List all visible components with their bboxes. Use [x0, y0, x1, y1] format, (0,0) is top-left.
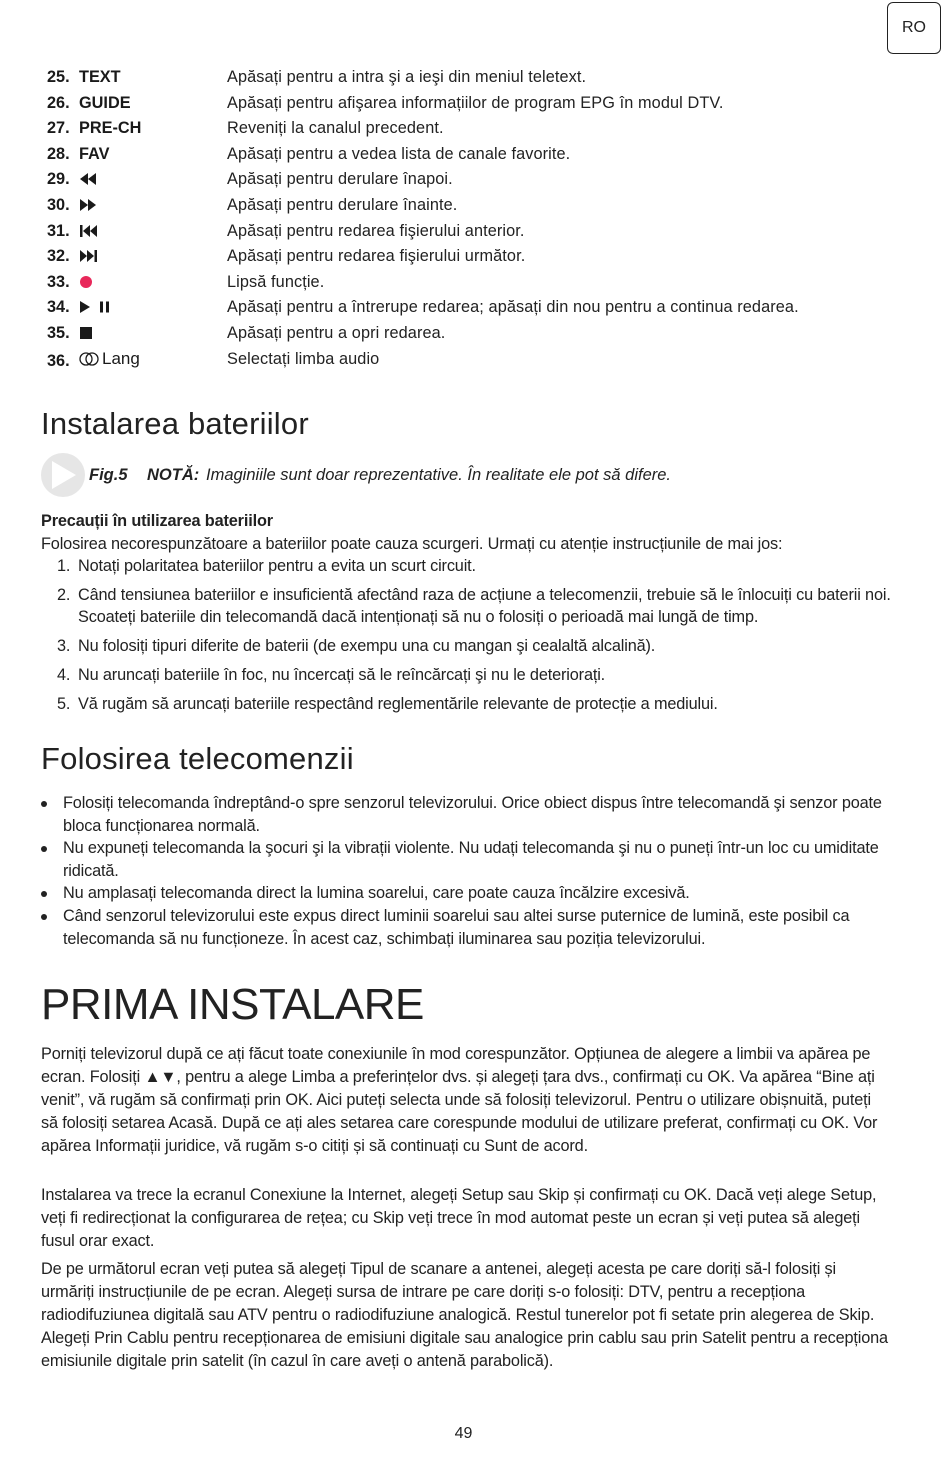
key-number: 30. [47, 195, 70, 214]
page-number: 49 [454, 1425, 473, 1442]
key-number: 35. [47, 323, 70, 342]
key-number: 36. [47, 351, 70, 370]
key-description: Apăsați pentru redarea fişierului următor. [227, 247, 526, 266]
precautions-intro: Folosirea necorespunzătoare a bateriilor poate cauza scurgeri. Urmați cu atenție instrucțiunile de mai jos: [41, 535, 783, 553]
key-number: 28. [47, 144, 70, 163]
key-number: 29. [47, 170, 70, 189]
list-item: Când senzorul televizorului este expus direct luminii soarelui sau altei surse puternice de lumină, este posibil ca telecomanda să nu funcționeze. În acest caz, schimbați iluminarea sau poziția televizorului. [41, 905, 891, 950]
precautions-list [41, 555, 891, 715]
key-description: Apăsați pentru a opri redarea. [227, 323, 446, 342]
key-row-fav [47, 143, 927, 169]
first-install-paragraph-3: De pe următorul ecran veți putea să alegeți Tipul de scanare a antenei, alegeți acesta pe care doriți să-l folosiți și urmăriți instrucțiunile de pe ecran. Alegeți sursa de intrare pe care doriți s-o folosiți: DTV, pentru a recepționa radiodifuziunea digitală sau ATV pentru o radiodifuziune analogică. Restul tunerelor pot fi setate prin alegerea de Skip. Alegeți Prin Cablu pentru recepționarea de emisiuni digitale sau analogice prin cablu sau prin Satelit pentru a recepționa emisiunile digitale prin satelit (în cazul în care aveți o antenă parabolică). [41, 1260, 888, 1370]
language-tab: RO [887, 2, 941, 54]
precautions-title: Precauții în utilizarea bateriilor [41, 512, 273, 530]
remote-key-list [47, 66, 927, 373]
key-number: 33. [47, 272, 70, 291]
key-number: 25. [47, 68, 70, 86]
key-row-play-pause [47, 296, 927, 322]
key-description: Apăsați pentru derulare înainte. [227, 195, 458, 214]
first-install-title: PRIMA INSTALARE [41, 980, 424, 1029]
key-description: Apăsați pentru redarea fişierului anterior. [227, 221, 525, 240]
first-install-paragraph-2: Instalarea va trece la ecranul Conexiune la Internet, alegeți Setup sau Skip și confirmați cu OK. Dacă veți alege Setup, veți fi redirecționat la configurarea de rețea; cu Skip veți trece în mod automat peste un ecran și veți putea să alegeți fusul orar exact. [41, 1186, 877, 1250]
list-item: 1. Notați polaritatea bateriilor pentru a evita un scurt circuit. [57, 557, 476, 575]
remote-usage-list [41, 792, 891, 950]
key-description: Selectați limba audio [227, 349, 380, 368]
key-row-record [47, 271, 927, 297]
key-description: Apăsați pentru afişarea informațiilor de program EPG în modul DTV. [227, 93, 724, 112]
key-row-next [47, 245, 927, 271]
key-name: FAV [79, 144, 110, 163]
up-down-arrows-icon: ▲▼ [144, 1068, 177, 1086]
note-label: NOTĂ: [147, 466, 200, 484]
key-row-fast-forward [47, 194, 927, 220]
key-number: 31. [47, 221, 70, 240]
key-row-rewind [47, 168, 927, 194]
key-name: Lang [102, 348, 140, 368]
key-number: 32. [47, 247, 70, 266]
list-item: 2. Când tensiunea bateriilor e insuficientă afectând raza de acțiune a telecomenzii, trebuie să le înlocuiți cu baterii noi. Scoateți bateriile din telecomandă dacă intenționați să nu o folosiți o perioadă mai lungă de timp. [57, 586, 891, 626]
key-row-stop [47, 322, 927, 348]
list-item: Folosiți telecomanda îndreptând-o spre senzorul televizorului. Orice obiect dispus între telecomandă şi senzor poate bloca funcționarea normală. [41, 792, 891, 837]
list-item: Nu expuneți telecomanda la şocuri şi la vibrații violente. Nu udați telecomanda şi nu o puneți într-un loc cu umiditate ridicată. [41, 837, 891, 882]
list-item: 5. Vă rugăm să aruncați bateriile respectând reglementările relevante de protecție a mediului. [57, 695, 718, 713]
key-description: Reveniți la canalul precedent. [227, 119, 444, 138]
figure-label: Fig.5 [89, 466, 128, 484]
key-name: TEXT [79, 68, 121, 86]
key-name: PRE-CH [79, 119, 142, 138]
list-item: 3. Nu folosiți tipuri diferite de baterii (de exempu una cu mangan şi cealaltă alcalină). [57, 637, 656, 655]
list-item: 4. Nu aruncați bateriile în foc, nu încercați să le reîncărcați şi nu le deteriorați. [57, 666, 606, 684]
remote-section-title: Folosirea telecomenzii [41, 741, 354, 776]
key-description: Apăsați pentru a intra şi a ieşi din meniul teletext. [227, 68, 587, 86]
fast-forward-icon [79, 198, 97, 212]
record-icon [79, 275, 93, 289]
rewind-icon [79, 172, 97, 186]
key-row-previous [47, 220, 927, 246]
key-row-text [47, 66, 927, 92]
key-row-lang [47, 348, 927, 374]
key-row-guide [47, 92, 927, 118]
audio-language-icon [79, 351, 99, 367]
key-description: Lipsă funcție. [227, 272, 325, 291]
play-pause-icon [79, 300, 113, 314]
key-row-pre-ch [47, 117, 927, 143]
next-track-icon [79, 249, 98, 263]
key-description: Apăsați pentru a vedea lista de canale favorite. [227, 144, 571, 163]
key-number: 26. [47, 93, 70, 112]
battery-section-title: Instalarea bateriilor [41, 406, 309, 441]
key-name: GUIDE [79, 93, 131, 112]
note-text: Imaginiile sunt doar reprezentative. În realitate ele pot să difere. [206, 466, 672, 484]
list-item: Nu amplasați telecomanda direct la lumina soarelui, care poate cauza încălzire excesivă. [41, 882, 891, 905]
previous-track-icon [79, 224, 98, 238]
key-number: 27. [47, 119, 70, 138]
key-number: 34. [47, 298, 70, 317]
figure-note [41, 453, 741, 497]
first-install-paragraph-1: Porniți televizorul după ce ați făcut toate conexiunile în mod corespunzător. Opțiunea de alegere a limbii va apărea pe ecran. Folosiți ▲▼, pentru a alege Limba a preferințelor dvs. și alegeți țara dvs., confirmați cu OK. Va apărea “Bine ați venit”, vă rugăm să confirmați prin OK. Aici puteți selecta unde să folosiți televizorul. Pentru o utilizare obișnuită, puteți să folosiți setarea Acasă. După ce ați ales setarea care corespunde modului de utilizare preferat, confirmați cu OK. Vor apărea Informații juridice, vă rugăm s-o citiți și să continuați cu Sunt de acord. [41, 1045, 878, 1155]
key-description: Apăsați pentru derulare înapoi. [227, 170, 453, 189]
key-description: Apăsați pentru a întrerupe redarea; apăsați din nou pentru a continua redarea. [227, 298, 799, 317]
play-arrow-icon [41, 453, 85, 497]
stop-icon [79, 326, 93, 340]
